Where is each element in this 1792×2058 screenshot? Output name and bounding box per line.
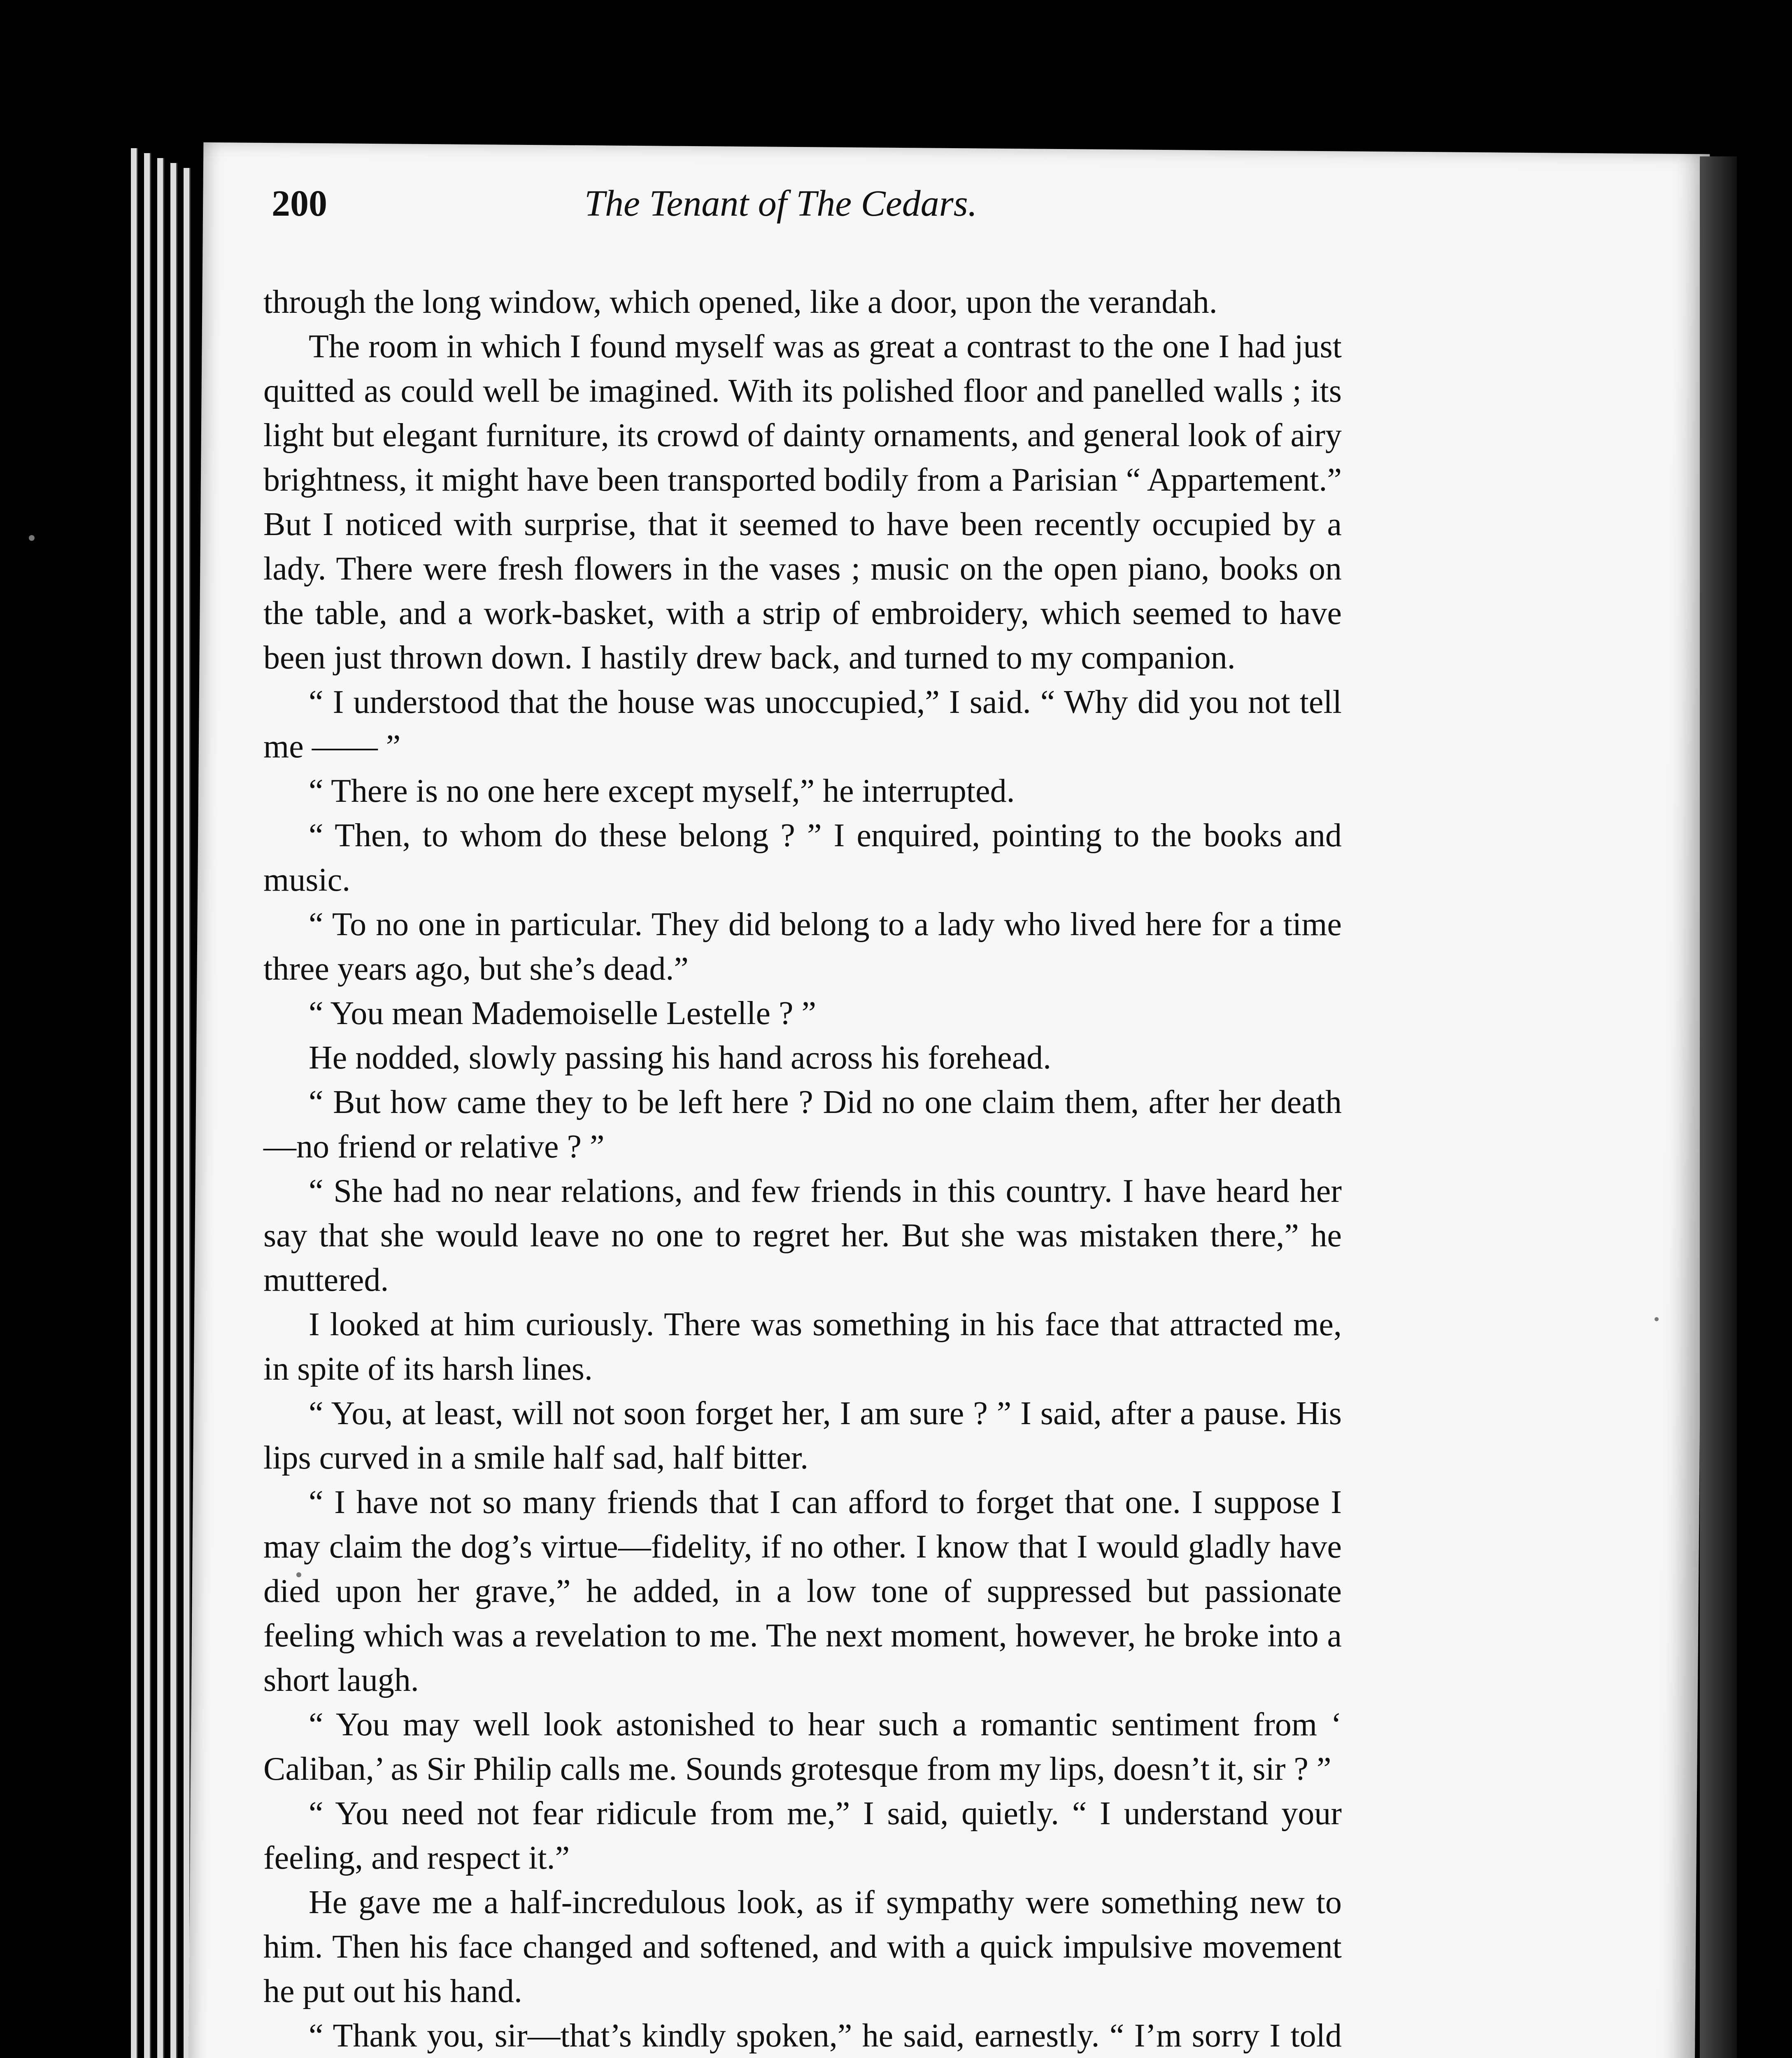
dust-speck bbox=[29, 535, 35, 541]
paragraph: “ Then, to whom do these belong ? ” I enquired, pointing to the books and music. bbox=[263, 817, 1342, 898]
paragraph: “ She had no near relations, and few friends in this country. I have heard her say that she would leave no one to regret her. But she was mistaken there,” he muttered. bbox=[263, 1173, 1342, 1298]
paragraph: “ There is no one here except myself,” he interrupted. bbox=[309, 773, 1015, 809]
paragraph: “ To no one in particular. They did belong to a lady who lived here for a time three years ago, but she’s dead.” bbox=[263, 906, 1342, 987]
page-edge bbox=[144, 153, 151, 2058]
running-title: The Tenant of The Cedars. bbox=[584, 183, 977, 224]
page-number: 200 bbox=[272, 183, 327, 224]
paragraph: “ I have not so many friends that I can afford to forget that one. I suppose I may claim the dog’s virtue—fidelity, if no other. I know that I would gladly have died upon her grave,” he added, in a low tone of suppressed but passionate feeling which was a revelation to me. The next moment, however, he broke into a short laugh. bbox=[263, 1484, 1342, 1698]
page-edge bbox=[170, 163, 177, 2058]
page-edge bbox=[184, 168, 191, 2058]
paragraph: through the long window, which opened, like a door, upon the verandah. bbox=[263, 284, 1217, 320]
page-gutter-shadow bbox=[1700, 156, 1737, 2058]
paragraph: The room in which I found myself was as great a contrast to the one I had just quitted as could well be imagined. With its polished floor and panelled walls ; its light but elegant furniture, its crowd of dainty ornaments, and general look of airy brightness, it might have been transported bodily from a Parisian “ Appartement.” But I noticed with surprise, that it seemed to have been recently occupied by a lady. There were fresh flowers in the vases ; music on the open piano, books on the table, and a work-basket, with a strip of embroidery, which seemed to have been just thrown down. I hastily drew back, and turned to my companion. bbox=[263, 328, 1342, 676]
page-edge bbox=[157, 158, 164, 2058]
paragraph: “ You need not fear ridicule from me,” I said, quietly. “ I understand your feeling, and respect it.” bbox=[263, 1795, 1342, 1876]
dust-speck bbox=[1655, 1317, 1659, 1321]
paragraph: “ I understood that the house was unoccupied,” I said. “ Why did you not tell me —— ” bbox=[263, 684, 1342, 765]
paragraph: “ But how came they to be left here ? Did no one claim them, after her death—no friend or relative ? ” bbox=[263, 1084, 1342, 1165]
paragraph: “ You, at least, will not soon forget her, I am sure ? ” I said, after a pause. His lips curved in a smile half sad, half bitter. bbox=[263, 1395, 1342, 1476]
body-text bbox=[263, 280, 1342, 2058]
paragraph: “ Thank you, sir—that’s kindly spoken,” he said, earnestly. “ I’m sorry I told bbox=[309, 2018, 1342, 2054]
paragraph: He gave me a half-incredulous look, as if sympathy were something new to him. Then his face changed and softened, and with a quick impulsive movement he put out his hand. bbox=[263, 1884, 1342, 2009]
paragraph: “ You mean Mademoiselle Lestelle ? ” bbox=[309, 995, 816, 1031]
paragraph: He nodded, slowly passing his hand across his forehead. bbox=[309, 1040, 1052, 1076]
page-edge bbox=[131, 148, 138, 2058]
paragraph: I looked at him curiously. There was something in his face that attracted me, in spite of its harsh lines. bbox=[263, 1306, 1342, 1387]
paragraph: “ You may well look astonished to hear such a romantic sentiment from ‘ Caliban,’ as Sir Philip calls me. Sounds grotesque from my lips, doesn’t it, sir ? ” bbox=[263, 1706, 1342, 1787]
